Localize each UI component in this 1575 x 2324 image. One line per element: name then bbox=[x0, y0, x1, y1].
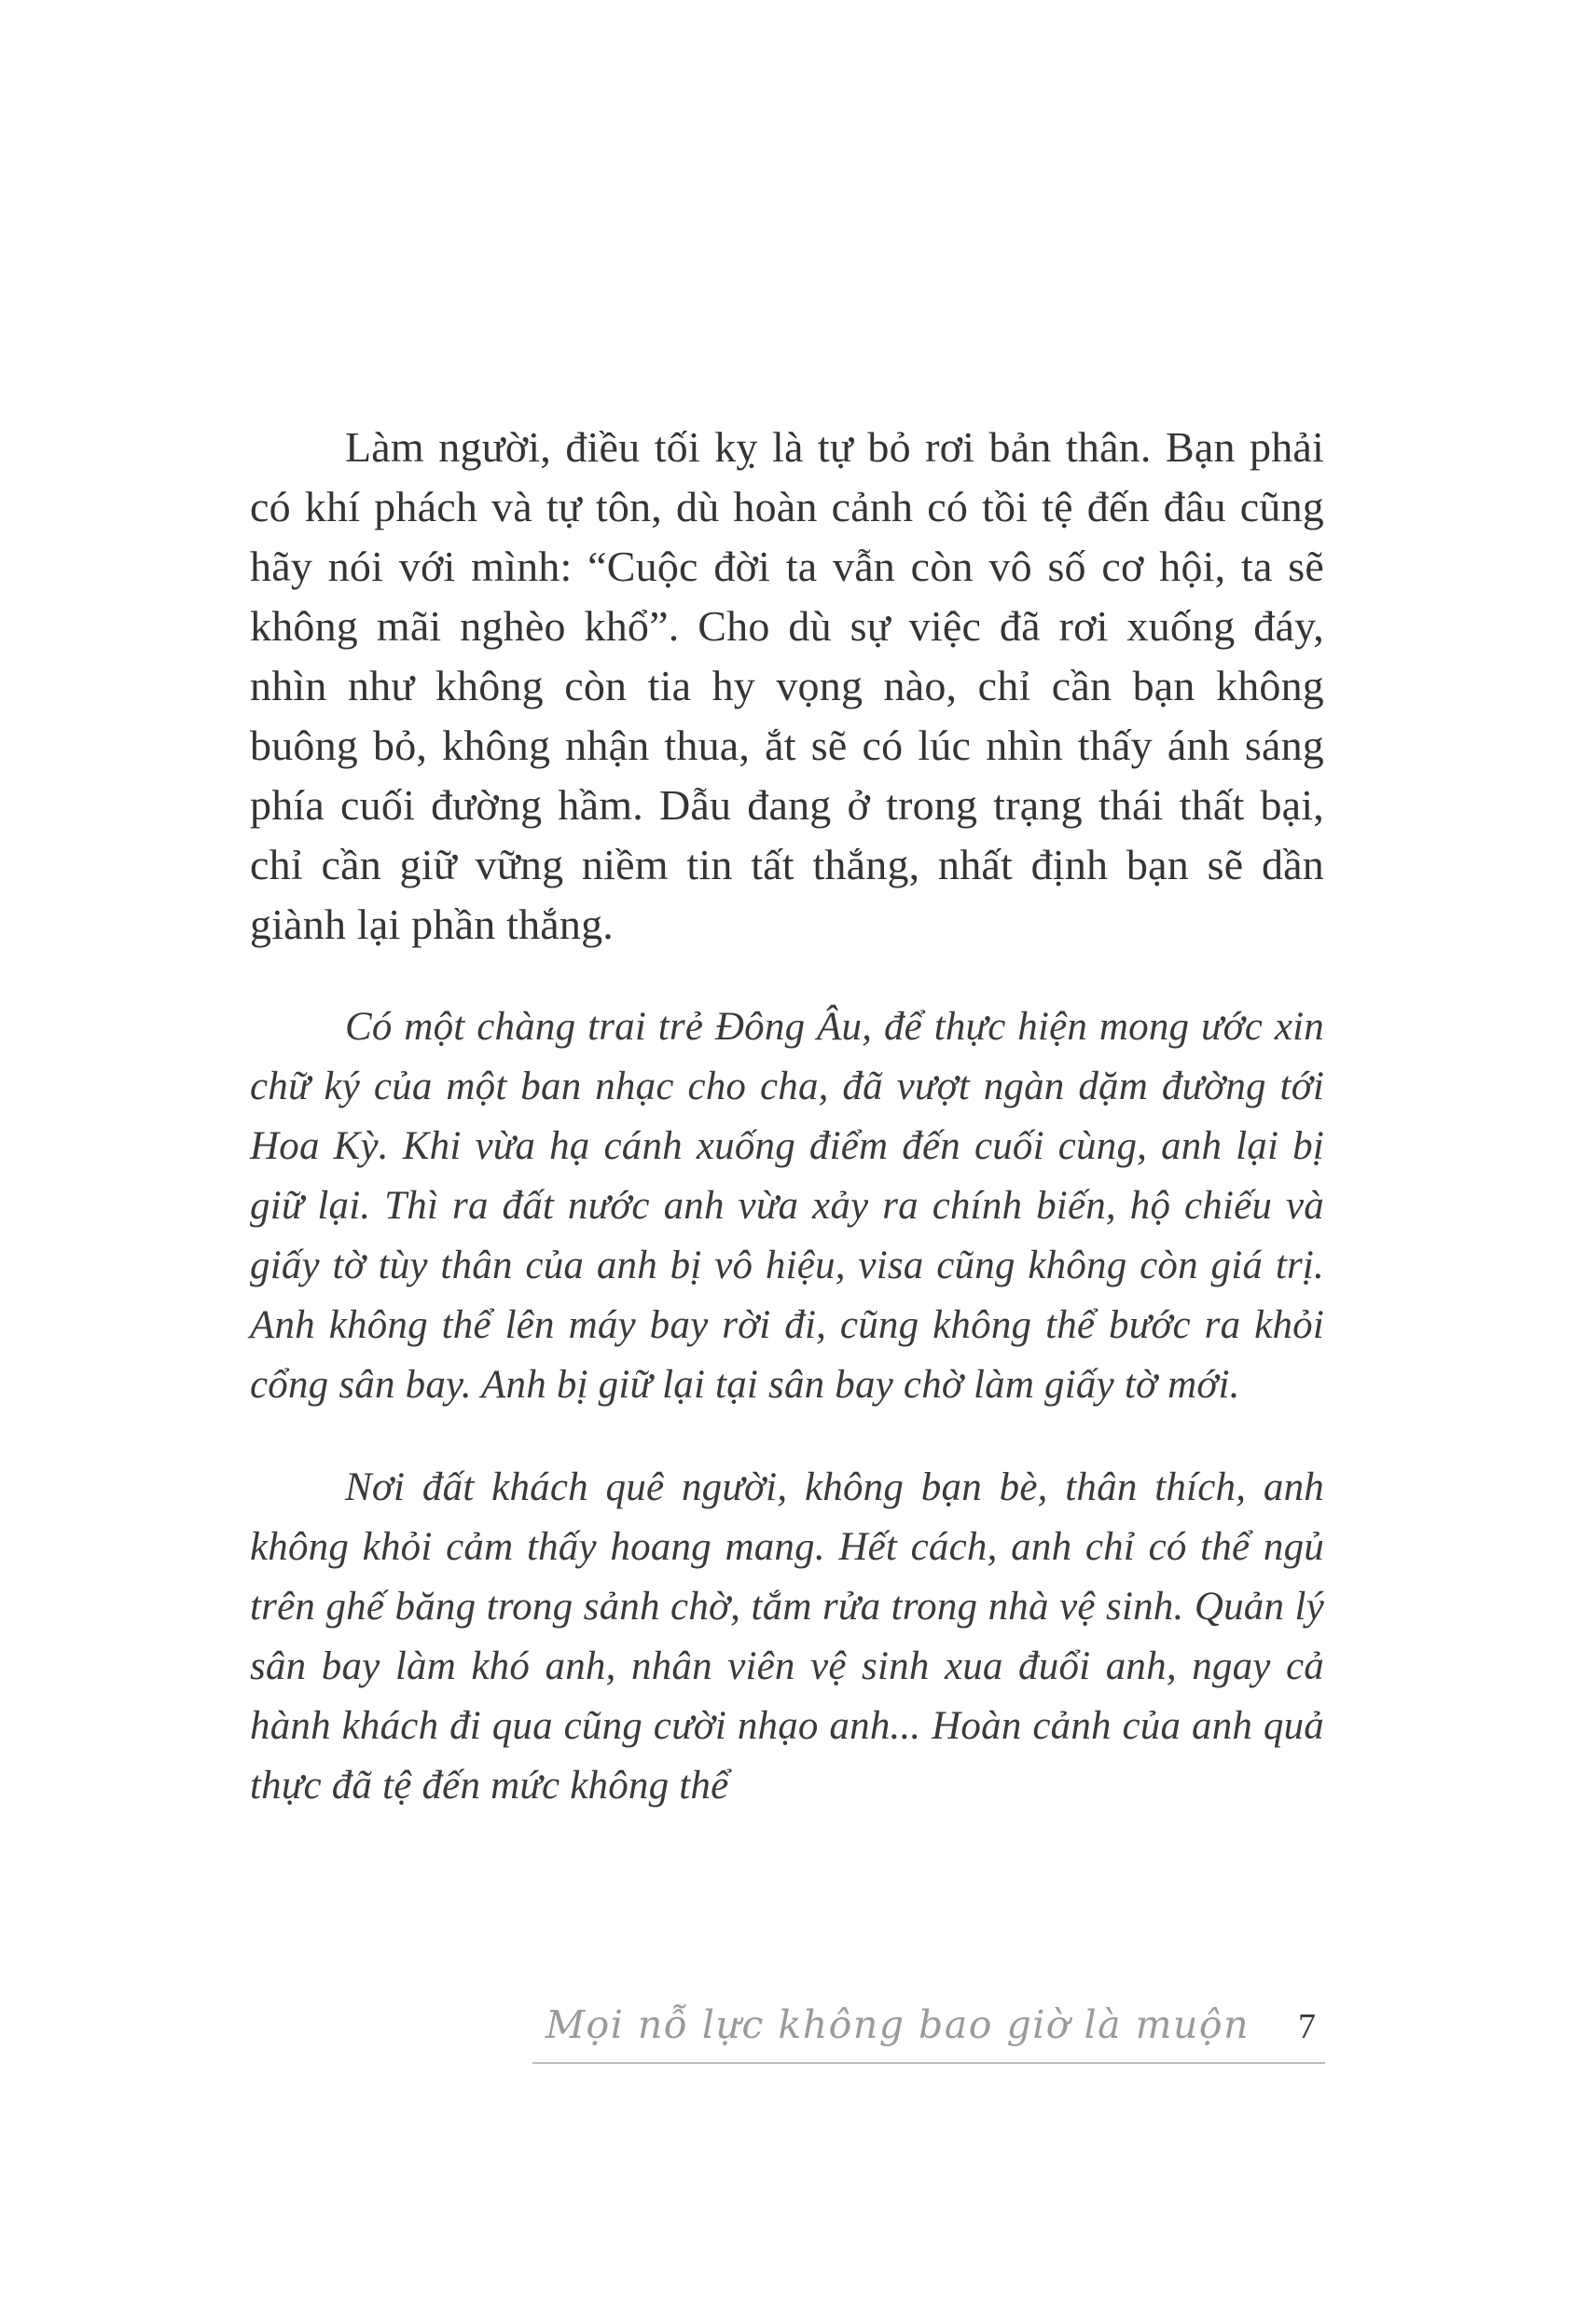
paragraph-story-2: Nơi đất khách quê người, không bạn bè, thân thích, anh không khỏi cảm thấy hoang mang. Hết cách, anh chỉ có thể ngủ trên ghế băng trong sảnh chờ, tắm rửa trong nhà vệ sinh. Quản lý sân bay làm khó anh, nhân viên vệ sinh xua đuổi anh, ngay cả hành khách đi qua cũng cười nhạo anh... Hoàn cảnh của anh quả thực đã tệ đến mức không thể bbox=[250, 1465, 1324, 1808]
page-body-text bbox=[250, 418, 1324, 1816]
paragraph-story-1: Có một chàng trai trẻ Đông Âu, để thực hiện mong ước xin chữ ký của một ban nhạc cho cha, đã vượt ngàn dặm đường tới Hoa Kỳ. Khi vừa hạ cánh xuống điểm đến cuối cùng, anh lại bị giữ lại. Thì ra đất nước anh vừa xảy ra chính biến, hộ chiếu và giấy tờ tùy thân của anh bị vô hiệu, visa cũng không còn giá trị. Anh không thể lên máy bay rời đi, cũng không thể bước ra khỏi cổng sân bay. Anh bị giữ lại tại sân bay chờ làm giấy tờ mới. bbox=[250, 1005, 1324, 1407]
running-footer-title: Mọi nỗ lực không bao giờ là muộn bbox=[546, 2002, 1250, 2047]
page-number: 7 bbox=[1298, 2007, 1316, 2046]
footer-rule bbox=[532, 2002, 1325, 2064]
page-footer bbox=[532, 2002, 1325, 2064]
paragraph-intro: Làm người, điều tối kỵ là tự bỏ rơi bản thân. Bạn phải có khí phách và tự tôn, dù hoàn cảnh có tồi tệ đến đâu cũng hãy nói với mình: “Cuộc đời ta vẫn còn vô số cơ hội, ta sẽ không mãi nghèo khổ”. Cho dù sự việc đã rơi xuống đáy, nhìn như không còn tia hy vọng nào, chỉ cần bạn không buông bỏ, không nhận thua, ắt sẽ có lúc nhìn thấy ánh sáng phía cuối đường hầm. Dẫu đang ở trong trạng thái thất bại, chỉ cần giữ vững niềm tin tất thắng, nhất định bạn sẽ dần giành lại phần thắng. bbox=[250, 423, 1324, 948]
